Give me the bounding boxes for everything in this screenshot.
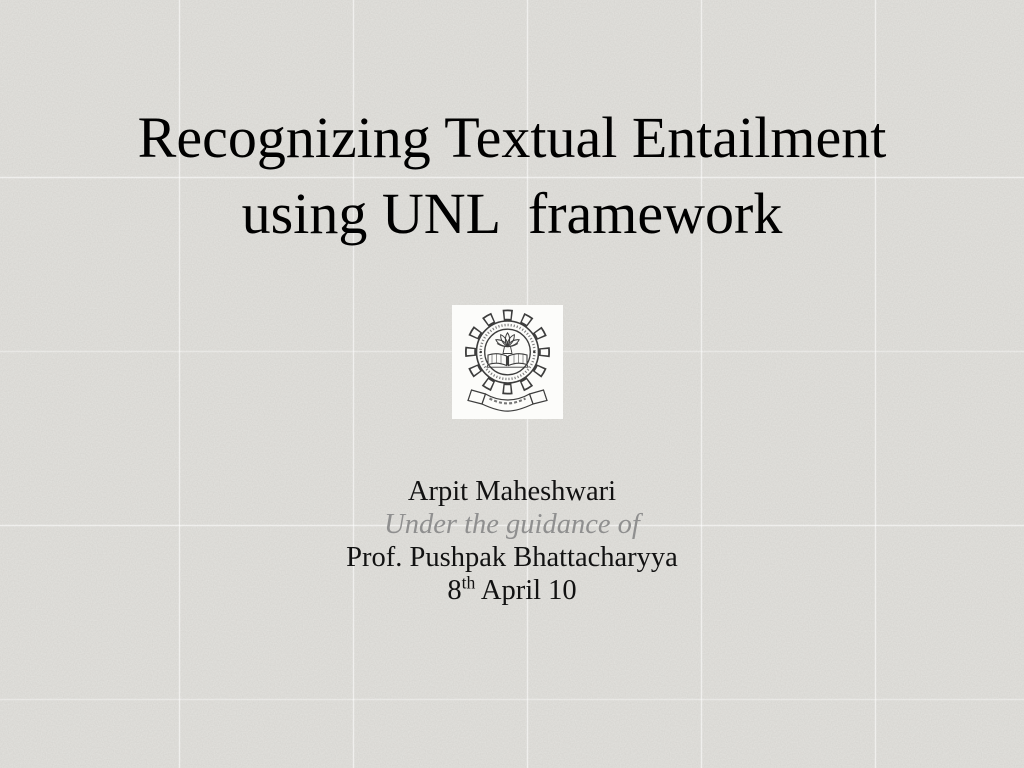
institute-logo (452, 305, 563, 419)
author-block (0, 475, 1024, 607)
guidance-note: Under the guidance of (384, 509, 640, 540)
date-day: 8 (447, 575, 462, 606)
iit-bombay-emblem-icon (452, 305, 563, 419)
title-line-1: Recognizing Textual Entailment (137, 105, 887, 170)
author-name: Arpit Maheshwari (407, 476, 617, 507)
professor-name: Prof. Pushpak Bhattacharyya (346, 542, 678, 573)
slide-title (0, 100, 1024, 252)
presentation-date (0, 574, 1024, 607)
date-rest: April 10 (475, 575, 577, 606)
date-ordinal: th (461, 572, 476, 593)
title-line-2: using UNL framework (241, 181, 783, 246)
